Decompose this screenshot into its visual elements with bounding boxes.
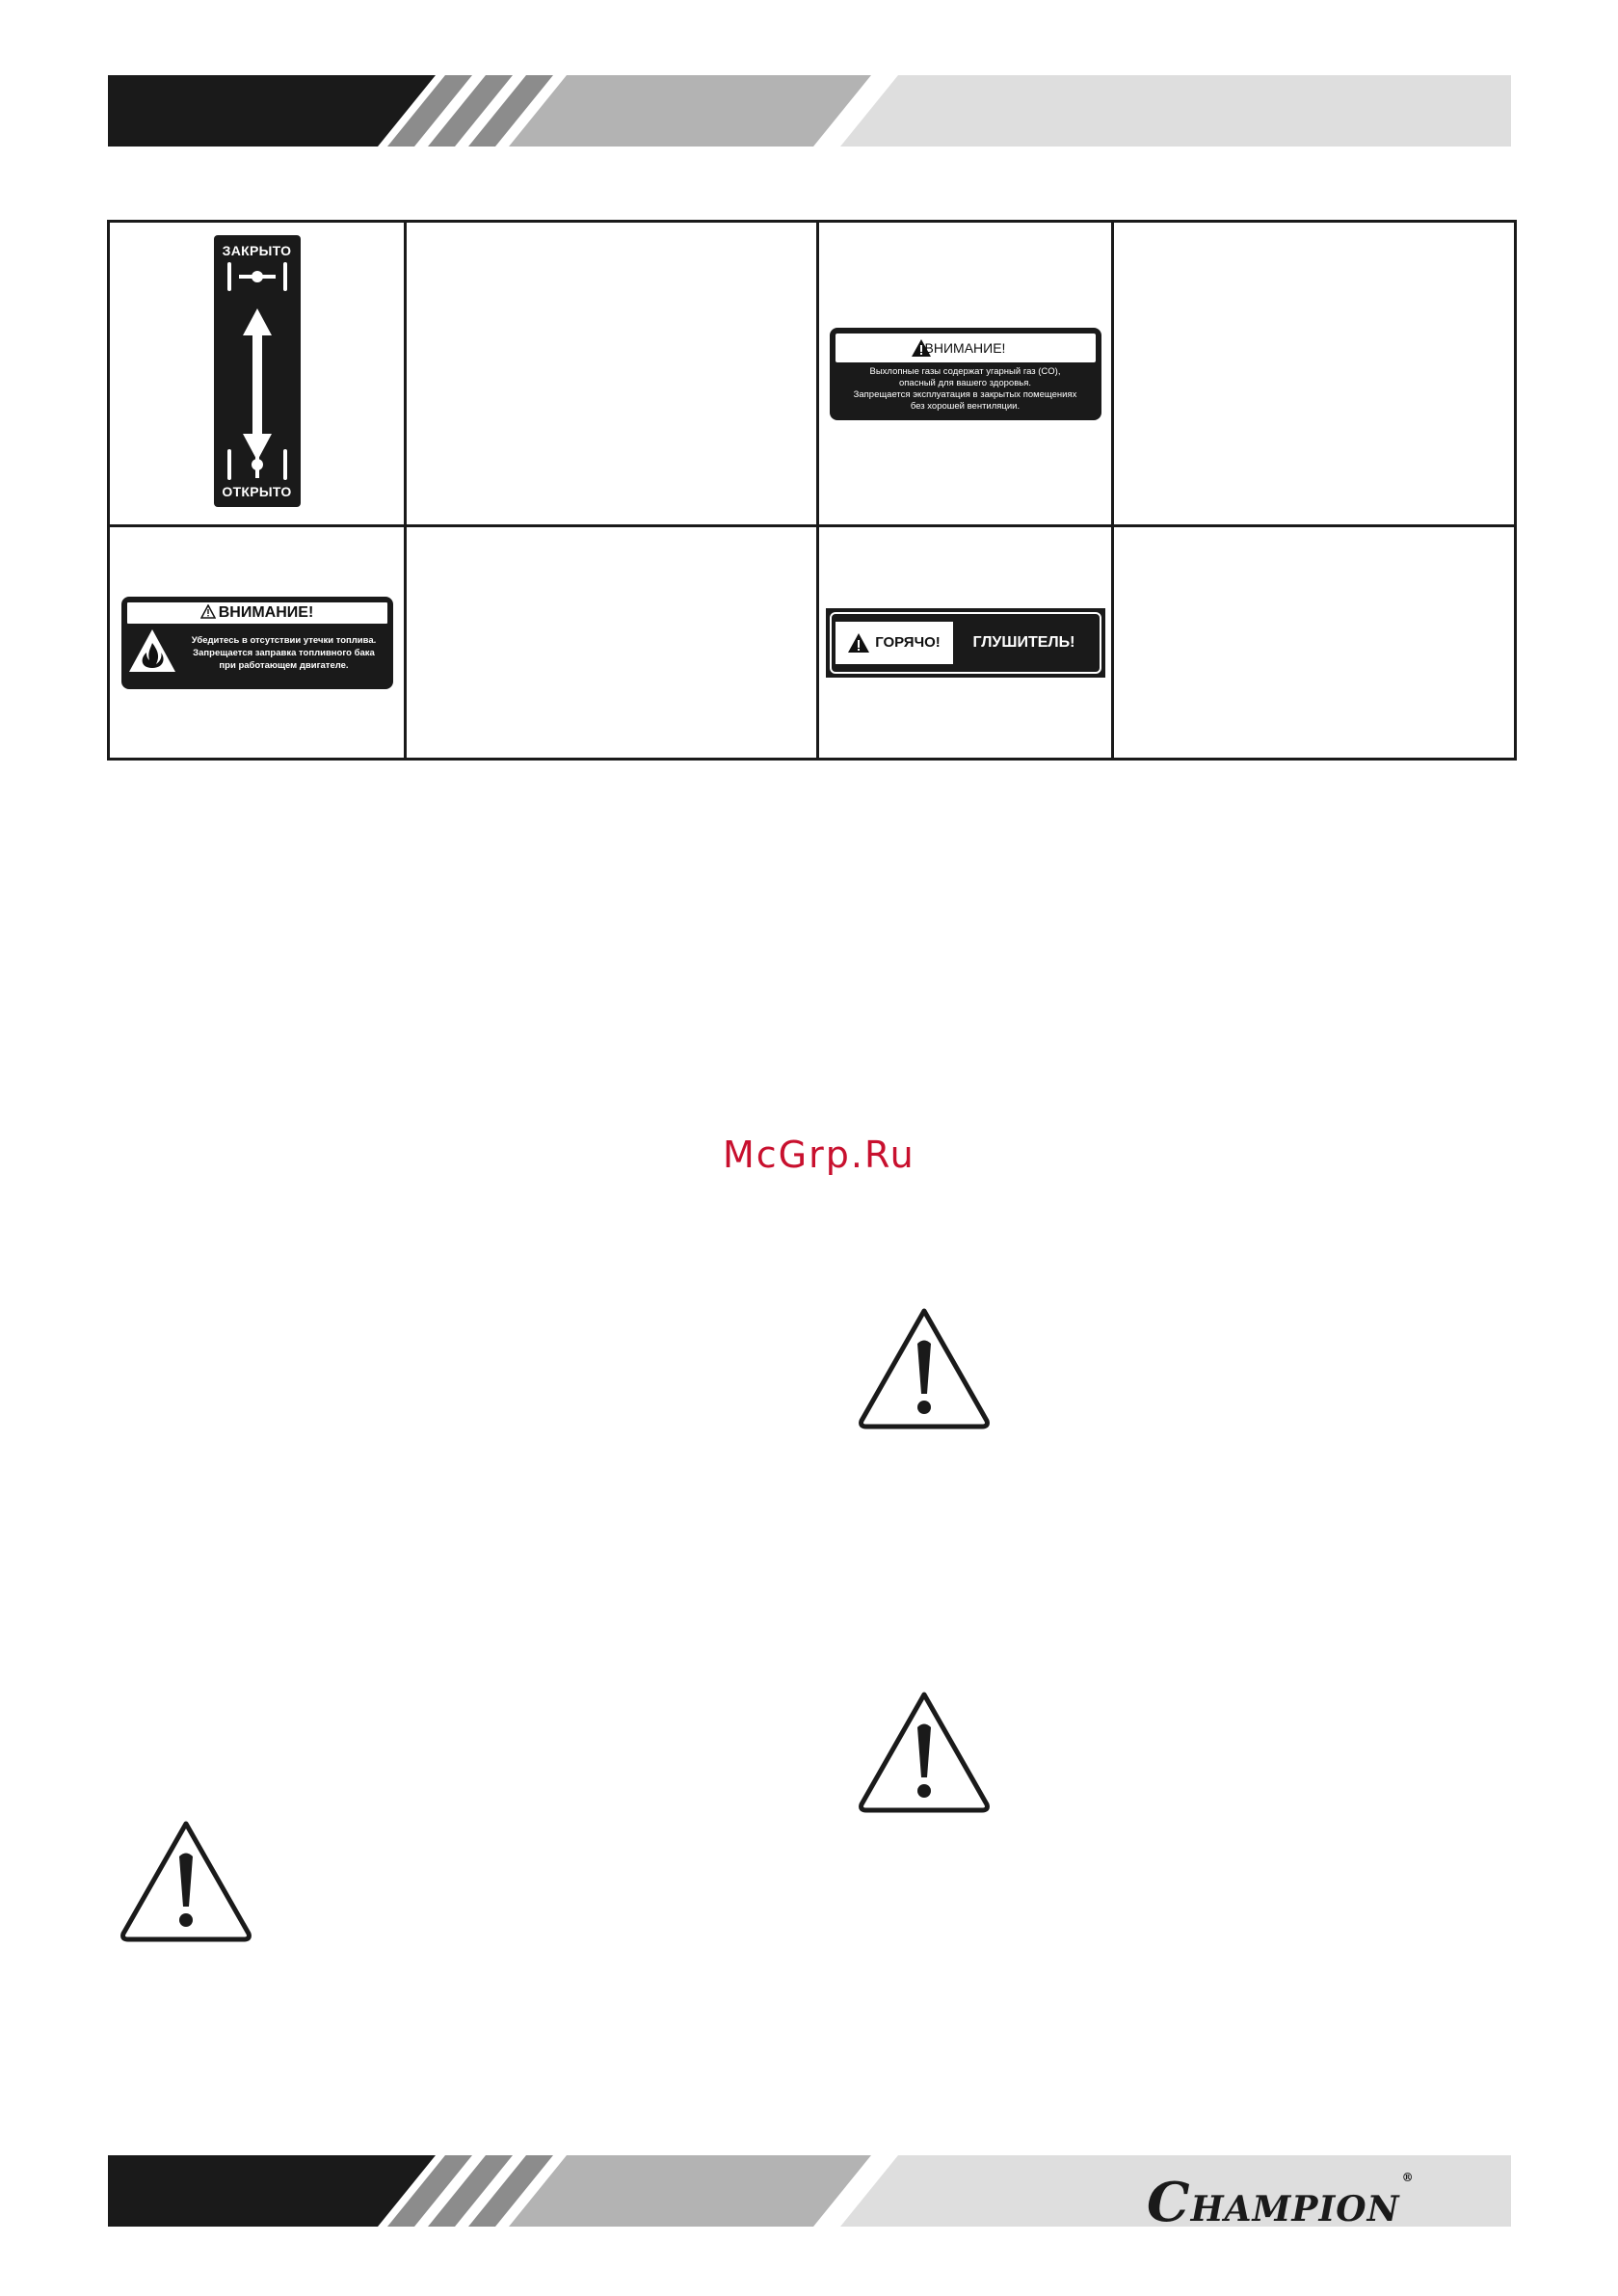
valve-label-cell [109,222,406,526]
co-line-2: опасный для вашего здоровья. [899,377,1031,388]
valve-closed-text: ЗАКРЫТО [222,243,292,258]
warning-triangle-icon [856,1305,993,1432]
header-band [108,75,1511,147]
carbon-monoxide-decal [830,328,1101,420]
fuel-line-1: Убедитесь в отсутствии утечки топлива. [191,634,377,646]
fuel-valve-decal [214,235,301,507]
brand-rest: HAMPION [1190,2189,1400,2229]
hot-text: ГОРЯЧО! [875,634,941,651]
warning-triangle-icon [911,338,932,358]
fuel-heading: ВНИМАНИЕ! [218,603,314,621]
co-label-cell [818,222,1113,526]
fuel-line-3: при работающем двигателе. [219,659,349,671]
fuel-label-cell [109,526,406,760]
fire-icon [127,627,177,674]
co-line-1: Выхлопные газы содержат угарный газ (CO), [869,365,1061,377]
watermark: McGrp.Ru [723,1134,915,1176]
co-line-3: Запрещается эксплуатация в закрытых помещениях [853,388,1077,400]
warning-triangle-icon [118,1818,254,1945]
warning-triangle-icon [856,1689,993,1816]
co-description-cell [1113,222,1516,526]
brand-registered-mark: ® [1401,2171,1415,2184]
co-line-4: без хорошей вентиляции. [910,400,1021,412]
fuel-warning-decal [121,597,393,689]
hot-muffler-decal [826,608,1105,678]
muffler-text: ГЛУШИТЕЛЬ! [972,633,1075,651]
double-arrow-icon [214,260,301,482]
safety-labels-table [107,220,1517,761]
muffler-description-cell [1113,526,1516,760]
co-heading: ВНИМАНИЕ! [924,339,1006,356]
warning-triangle-icon [847,632,870,654]
fuel-description-cell [406,526,818,760]
valve-open-text: ОТКРЫТО [222,484,292,499]
muffler-label-cell [818,526,1113,760]
brand-logo [1147,2171,1415,2234]
fuel-line-2: Запрещается заправка топливного бака [193,647,375,658]
warning-triangle-icon [200,604,216,619]
brand-initial: C [1147,2171,1191,2234]
valve-description-cell [406,222,818,526]
